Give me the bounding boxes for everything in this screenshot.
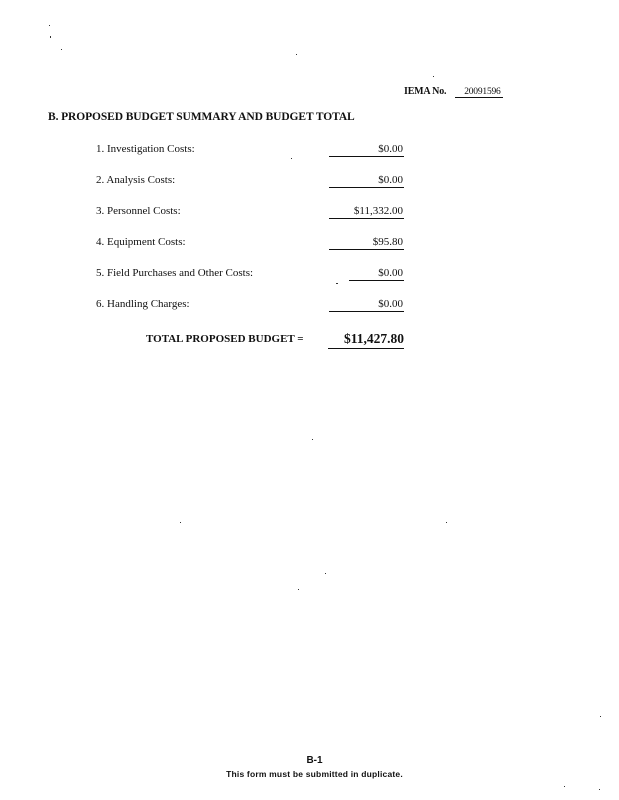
total-budget-label: TOTAL PROPOSED BUDGET = <box>146 333 304 345</box>
budget-line-label: 5. Field Purchases and Other Costs: <box>96 267 254 279</box>
budget-line-personnel <box>96 205 404 221</box>
scan-speck <box>446 522 447 523</box>
budget-line-label: 2. Analysis Costs: <box>96 174 176 186</box>
budget-line-amount: $11,332.00 <box>329 205 404 219</box>
budget-line-amount: $95.80 <box>329 236 404 250</box>
scan-speck <box>50 36 51 38</box>
scan-speck <box>49 25 50 26</box>
budget-line-field-purchases <box>96 267 404 283</box>
budget-line-amount: $0.00 <box>329 143 404 157</box>
total-budget-amount: $11,427.80 <box>328 331 404 349</box>
iema-label: IEMA No. <box>404 86 447 97</box>
scan-speck <box>291 158 292 159</box>
iema-number: 20091596 <box>455 87 503 98</box>
budget-line-investigation <box>96 143 404 159</box>
section-title: B. PROPOSED BUDGET SUMMARY AND BUDGET TOTAL <box>48 111 355 123</box>
budget-line-equipment <box>96 236 404 252</box>
scan-speck <box>564 786 565 787</box>
budget-line-label: 4. Equipment Costs: <box>96 236 186 248</box>
scan-speck <box>312 439 313 440</box>
iema-number-field <box>404 86 503 98</box>
total-budget-row <box>146 331 404 349</box>
budget-line-label: 3. Personnel Costs: <box>96 205 181 217</box>
page-number: B-1 <box>306 755 323 766</box>
scan-speck <box>298 589 299 590</box>
scan-speck <box>325 573 326 574</box>
budget-line-amount: $0.00 <box>349 267 404 281</box>
footer-note: This form must be submitted in duplicate. <box>226 769 403 779</box>
budget-line-handling <box>96 298 404 314</box>
budget-line-label: 1. Investigation Costs: <box>96 143 195 155</box>
scan-speck <box>599 789 600 790</box>
budget-line-label: 6. Handling Charges: <box>96 298 190 310</box>
budget-line-amount: $0.00 <box>329 298 404 312</box>
scan-speck <box>336 283 338 284</box>
scan-speck <box>433 76 434 77</box>
scan-speck <box>296 54 297 55</box>
budget-line-analysis <box>96 174 404 190</box>
scan-speck <box>600 716 601 717</box>
budget-line-amount: $0.00 <box>329 174 404 188</box>
scan-speck <box>180 522 181 523</box>
scan-speck <box>61 49 62 50</box>
